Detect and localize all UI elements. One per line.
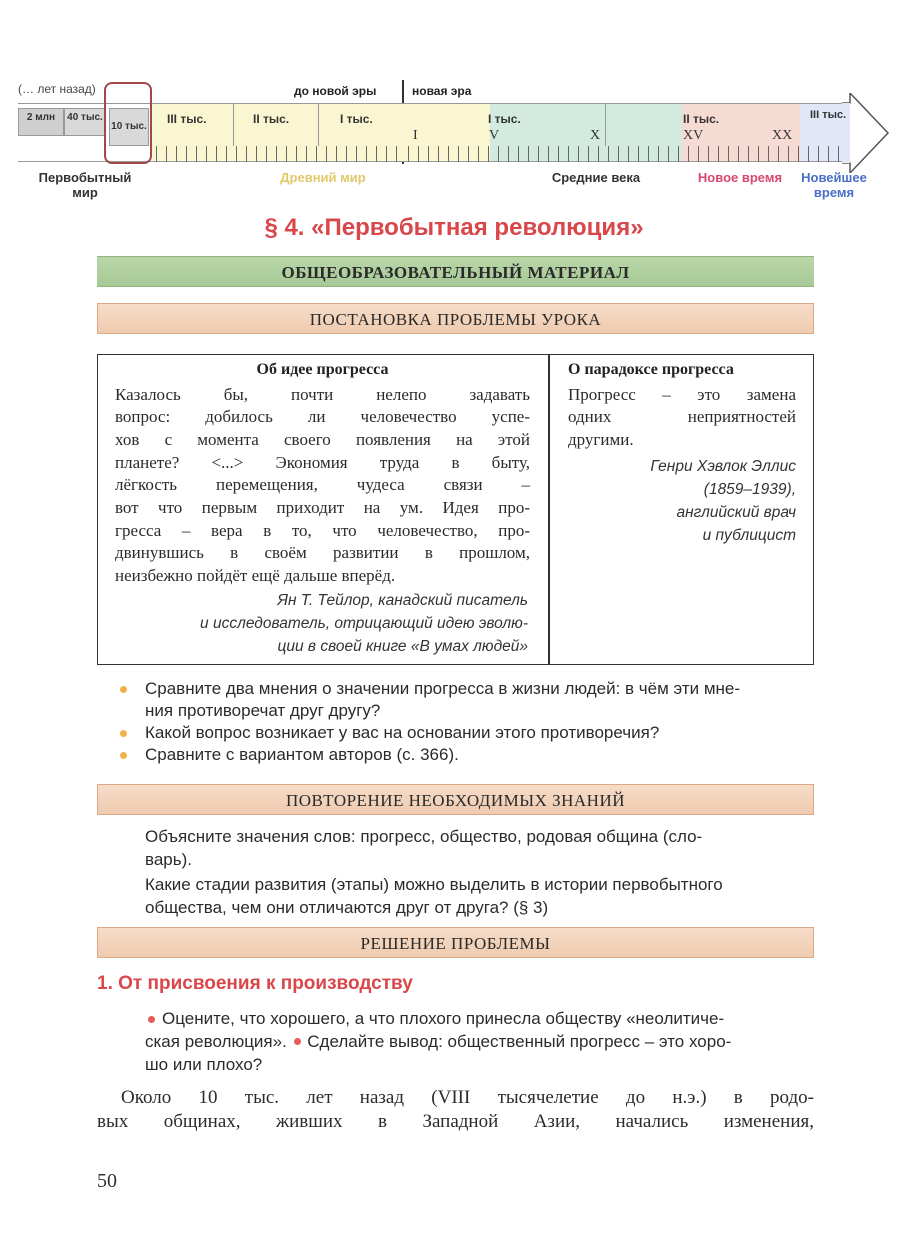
task-line: шо или плохо? xyxy=(145,1055,263,1074)
seg-3k-bc: III тыс. xyxy=(167,112,207,126)
ticks-ad xyxy=(408,146,846,162)
review-line: Какие стадии развития (этапы) можно выделить в истории первобытного xyxy=(145,875,723,894)
cell-10k: 10 тыс. xyxy=(109,108,149,146)
quote-right-author-line: английский врач xyxy=(676,504,796,521)
cell-40k: 40 тыс. xyxy=(64,108,106,136)
quote-left-line: двинувшись в своём развитии в прошлом, xyxy=(115,543,530,562)
era-modern: Новое время xyxy=(697,170,783,185)
roman-i: I xyxy=(413,128,418,143)
quote-right-line: другими. xyxy=(568,430,634,449)
question-1-line: ния противоречат друг другу? xyxy=(145,701,381,720)
quote-left-author-line: и исследователь, отрицающий идею эволю- xyxy=(200,615,528,632)
quote-right-author-line: и публицист xyxy=(702,527,796,544)
review-line: варь). xyxy=(145,850,192,869)
seg-1k-bc: I тыс. xyxy=(340,112,373,126)
seg-divider xyxy=(233,103,234,146)
bullet-icon xyxy=(148,1016,155,1023)
subsection-title: 1. От присвоения к производству xyxy=(97,973,413,994)
roman-v: V xyxy=(489,128,500,143)
task-line: Оцените, что хорошего, а что плохого принесла обществу «неолитиче- xyxy=(162,1009,725,1028)
quote-left-line: вопрос: добилось ли человечество успе- xyxy=(115,407,530,426)
question-3-line: Сравните с вариантом авторов (с. 366). xyxy=(145,745,459,764)
seg-divider xyxy=(318,103,319,146)
quote-right-title: О парадоксе прогресса xyxy=(568,361,734,378)
bullet-icon xyxy=(120,752,127,759)
seg-2k-bc: II тыс. xyxy=(253,112,290,126)
body-line: Около 10 тыс. лет назад (VIII тысячелетие до н.э.) в родо- xyxy=(121,1087,814,1108)
question-2-line: Какой вопрос возникает у вас на основании этого противоречия? xyxy=(145,723,660,742)
ticks-bc xyxy=(156,146,402,162)
roman-xv: XV xyxy=(683,128,704,143)
quote-right-line: Прогресс – это замена xyxy=(568,385,796,404)
era-primitive: Первобытный мир xyxy=(38,170,132,200)
quote-left-line: хов с момента своего появления на этой xyxy=(115,430,530,449)
quote-divider xyxy=(548,354,550,665)
seg-1k-ad: I тыс. xyxy=(488,112,521,126)
body-line: вых общинах, живших в Западной Азии, начались изменения, xyxy=(97,1111,814,1132)
banner-general: ОБЩЕОБРАЗОВАТЕЛЬНЫЙ МАТЕРИАЛ xyxy=(97,256,814,287)
bc-label: до новой эры xyxy=(294,84,377,98)
quote-left-line: гресса – вера в то, что человечество, про- xyxy=(115,521,530,540)
quote-left-line: лёгкость перемещения, чудеса связи – xyxy=(115,475,530,494)
quote-left-author-line: Ян Т. Тейлор, канадский писатель xyxy=(277,592,528,609)
banner-problem: ПОСТАНОВКА ПРОБЛЕМЫ УРОКА xyxy=(97,303,814,334)
era-middle: Средние века xyxy=(551,170,641,185)
ago-label: (… лет назад) xyxy=(18,82,96,96)
timeline-arrow xyxy=(842,93,890,173)
quote-right-author-line: Генри Хэвлок Эллис xyxy=(650,458,796,475)
quote-left-line: Казалось бы, почти нелепо задавать xyxy=(115,385,530,404)
seg-3k-ad: III тыс. xyxy=(810,109,847,121)
question-1-line: Сравните два мнения о значении прогресса в жизни людей: в чём эти мне- xyxy=(145,679,741,698)
ad-label: новая эра xyxy=(412,84,472,98)
roman-x: X xyxy=(590,128,601,143)
bullet-icon xyxy=(120,730,127,737)
quote-left-line: планете? <...> Экономия труда в быту, xyxy=(115,453,530,472)
page-number: 50 xyxy=(97,1170,117,1192)
quote-right-line: одних неприятностей xyxy=(568,407,796,426)
era-ancient: Древний мир xyxy=(280,170,366,185)
quote-left-author-line: ции в своей книге «В умах людей» xyxy=(277,638,528,655)
quote-left-title: Об идее прогресса xyxy=(256,361,389,378)
review-line: общества, чем они отличаются друг от друга? (§ 3) xyxy=(145,898,549,917)
bullet-icon xyxy=(294,1038,301,1045)
seg-2k-ad: II тыс. xyxy=(683,112,720,126)
banner-solution: РЕШЕНИЕ ПРОБЛЕМЫ xyxy=(97,927,814,958)
review-line: Объясните значения слов: прогресс, общество, родовая община (сло- xyxy=(145,827,703,846)
seg-divider xyxy=(605,103,606,146)
section-title: § 4. «Первобытная революция» xyxy=(264,214,644,241)
quote-right-author-line: (1859–1939), xyxy=(703,481,796,498)
highlight-frame xyxy=(104,82,152,164)
banner-review: ПОВТОРЕНИЕ НЕОБХОДИМЫХ ЗНАНИЙ xyxy=(97,784,814,815)
task-line: ская революция». Сделайте вывод: общественный прогресс – это хоро- xyxy=(145,1032,732,1051)
quote-left-line: вот что первым приходит на ум. Идея про- xyxy=(115,498,530,517)
quote-left-line: неизбежно пойдёт ещё дальше вперёд. xyxy=(115,566,396,585)
cell-2mln: 2 млн xyxy=(18,108,64,136)
roman-xx: XX xyxy=(772,128,793,143)
era-newest: Новейшее время xyxy=(801,170,867,200)
bullet-icon xyxy=(120,686,127,693)
